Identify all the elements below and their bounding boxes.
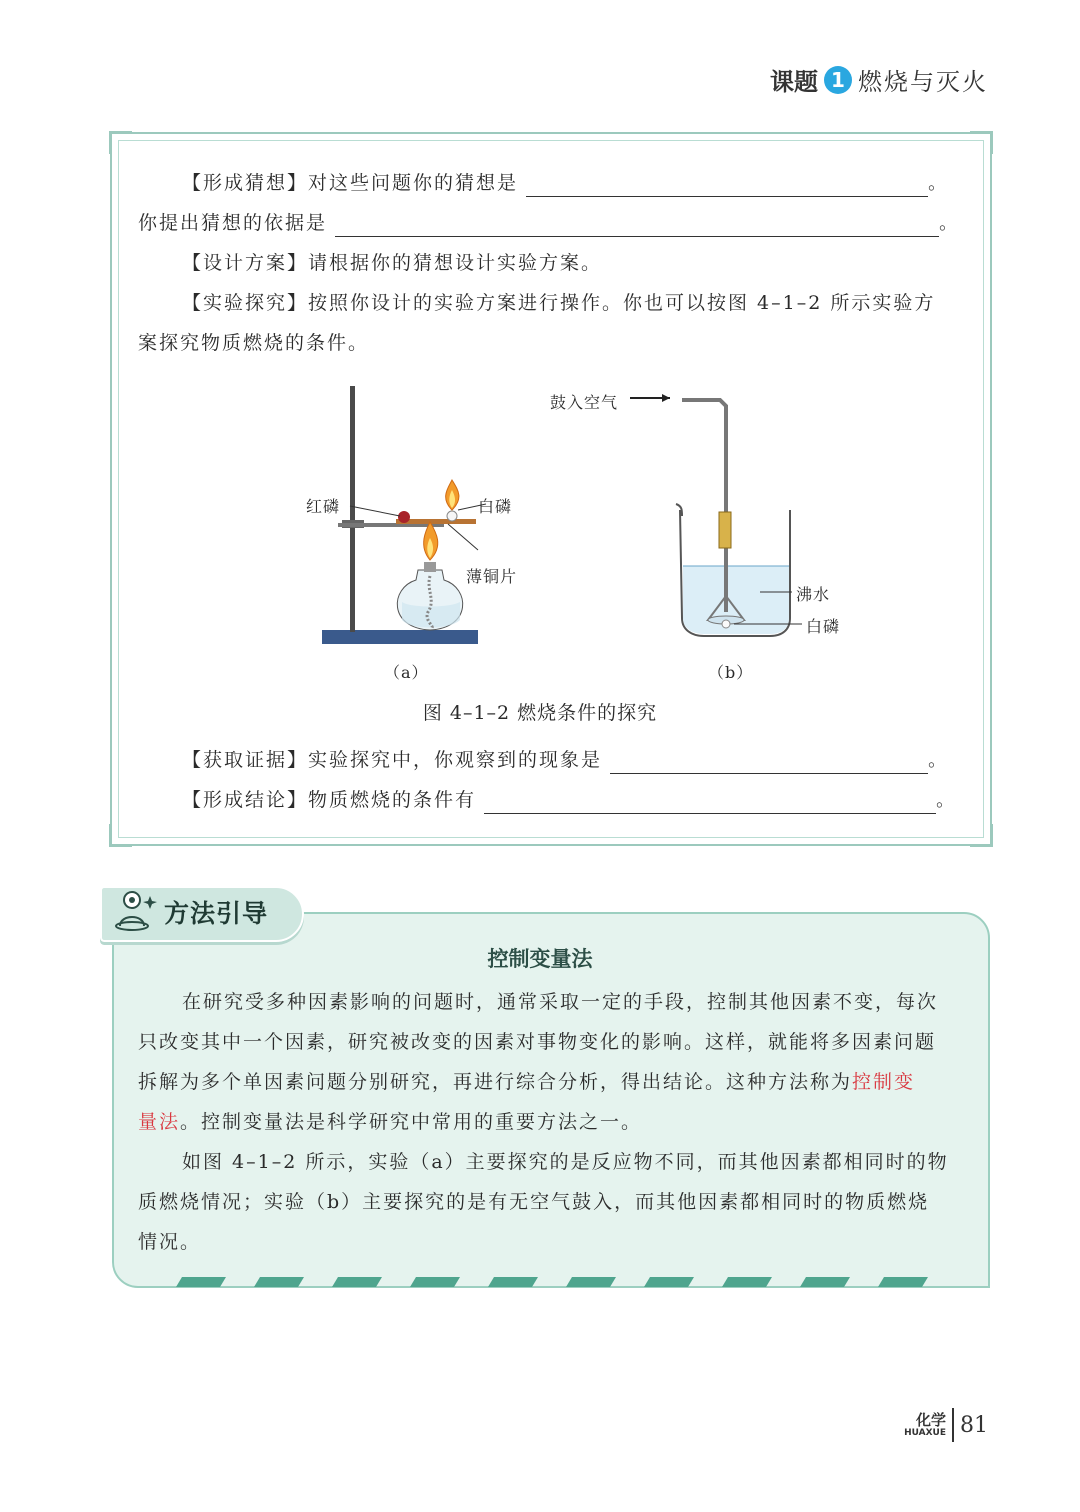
method-subtitle: 控制变量法 (487, 947, 593, 971)
arrow-icon (662, 394, 670, 402)
conclusion-line: 【形成结论】物质燃烧的条件有 。 (138, 787, 968, 814)
method-tab-title: 方法引导 (164, 899, 269, 928)
label-blow-air: 鼓入空气 (550, 393, 619, 412)
stopper (719, 512, 731, 548)
hypothesis-line: 【形成猜想】对这些问题你的猜想是 。 (138, 170, 968, 197)
white-phosphorus-a (447, 511, 457, 521)
corner-decoration-icon (968, 822, 994, 848)
page-footer (904, 1408, 988, 1442)
experiment-line-1: 【实验探究】按照你设计的实验方案进行操作。你也可以按图 4–1–2 所示实验方 (182, 292, 936, 314)
corner-decoration-icon (108, 822, 134, 848)
label-copper-sheet: 薄铜片 (466, 567, 518, 586)
hypothesis-blank[interactable] (526, 174, 928, 197)
stand-base (322, 630, 478, 644)
apparatus-diagram (290, 380, 870, 680)
label-red-phosphorus: 红磷 (306, 497, 341, 516)
subject-brand: 化学 HUAXUE (904, 1411, 946, 1438)
evidence-label: 【获取证据】实验探究中，你观察到的现象是 (182, 749, 603, 771)
label-a: （a） (384, 663, 429, 682)
guide-character-icon (110, 886, 162, 934)
conclusion-label: 【形成结论】物质燃烧的条件有 (182, 789, 477, 811)
basis-blank[interactable] (335, 214, 939, 237)
method-p2-line2: 质燃烧情况；实验（b）主要探究的是有无空气鼓入，而其他因素都相同时的物质燃烧 (138, 1191, 930, 1213)
experiment-line-2: 案探究物质燃烧的条件。 (138, 332, 370, 354)
highlight-term: 控制变 (852, 1071, 916, 1093)
method-p1-line4: 量法。控制变量法是科学研究中常用的重要方法之一。 (138, 1111, 643, 1133)
decorative-stripes (170, 1277, 930, 1287)
chapter-header (770, 62, 988, 97)
method-p2-line1: 如图 4–1–2 所示，实验（a）主要探究的是反应物不同，而其他因素都相同时的物 (182, 1151, 949, 1173)
basis-label: 你提出猜想的依据是 (138, 212, 328, 234)
evidence-line: 【获取证据】实验探究中，你观察到的现象是 。 (138, 747, 968, 774)
label-white-phosphorus-a: 白磷 (478, 497, 513, 516)
header-title: 燃烧与灭火 (858, 68, 988, 96)
combustion-figure (290, 380, 870, 680)
basis-line: 你提出猜想的依据是 。 (138, 210, 968, 237)
design-line: 【设计方案】请根据你的猜想设计实验方案。 (182, 252, 603, 274)
stand-rod (350, 386, 355, 632)
corner-decoration-icon (108, 130, 134, 156)
page-number: 81 (960, 1412, 988, 1438)
figure-caption: 图 4–1–2 燃烧条件的探究 (422, 702, 658, 724)
hypothesis-label: 【形成猜想】对这些问题你的猜想是 (182, 172, 519, 194)
header-prefix: 课题 (770, 68, 818, 96)
white-phosphorus-b (722, 620, 730, 628)
corner-decoration-icon (968, 130, 994, 156)
topic-number-badge: 1 (824, 66, 852, 94)
label-b: （b） (708, 663, 754, 682)
highlight-term: 量法 (138, 1111, 181, 1133)
label-boiling-water: 沸水 (796, 585, 831, 604)
evidence-blank[interactable] (610, 751, 928, 774)
label-white-phosphorus-b: 白磷 (806, 617, 841, 636)
method-p2-line3: 情况。 (138, 1231, 202, 1253)
conclusion-blank[interactable] (484, 791, 936, 814)
method-p1-line3: 拆解为多个单因素问题分别研究，再进行综合分析，得出结论。这种方法称为控制变 (138, 1071, 916, 1093)
red-phosphorus (398, 511, 410, 523)
method-p1-line1: 在研究受多种因素影响的问题时，通常采取一定的手段，控制其他因素不变，每次 (182, 991, 939, 1013)
method-p1-line2: 只改变其中一个因素，研究被改变的因素对事物变化的影响。这样，就能将多因素问题 (138, 1031, 937, 1053)
